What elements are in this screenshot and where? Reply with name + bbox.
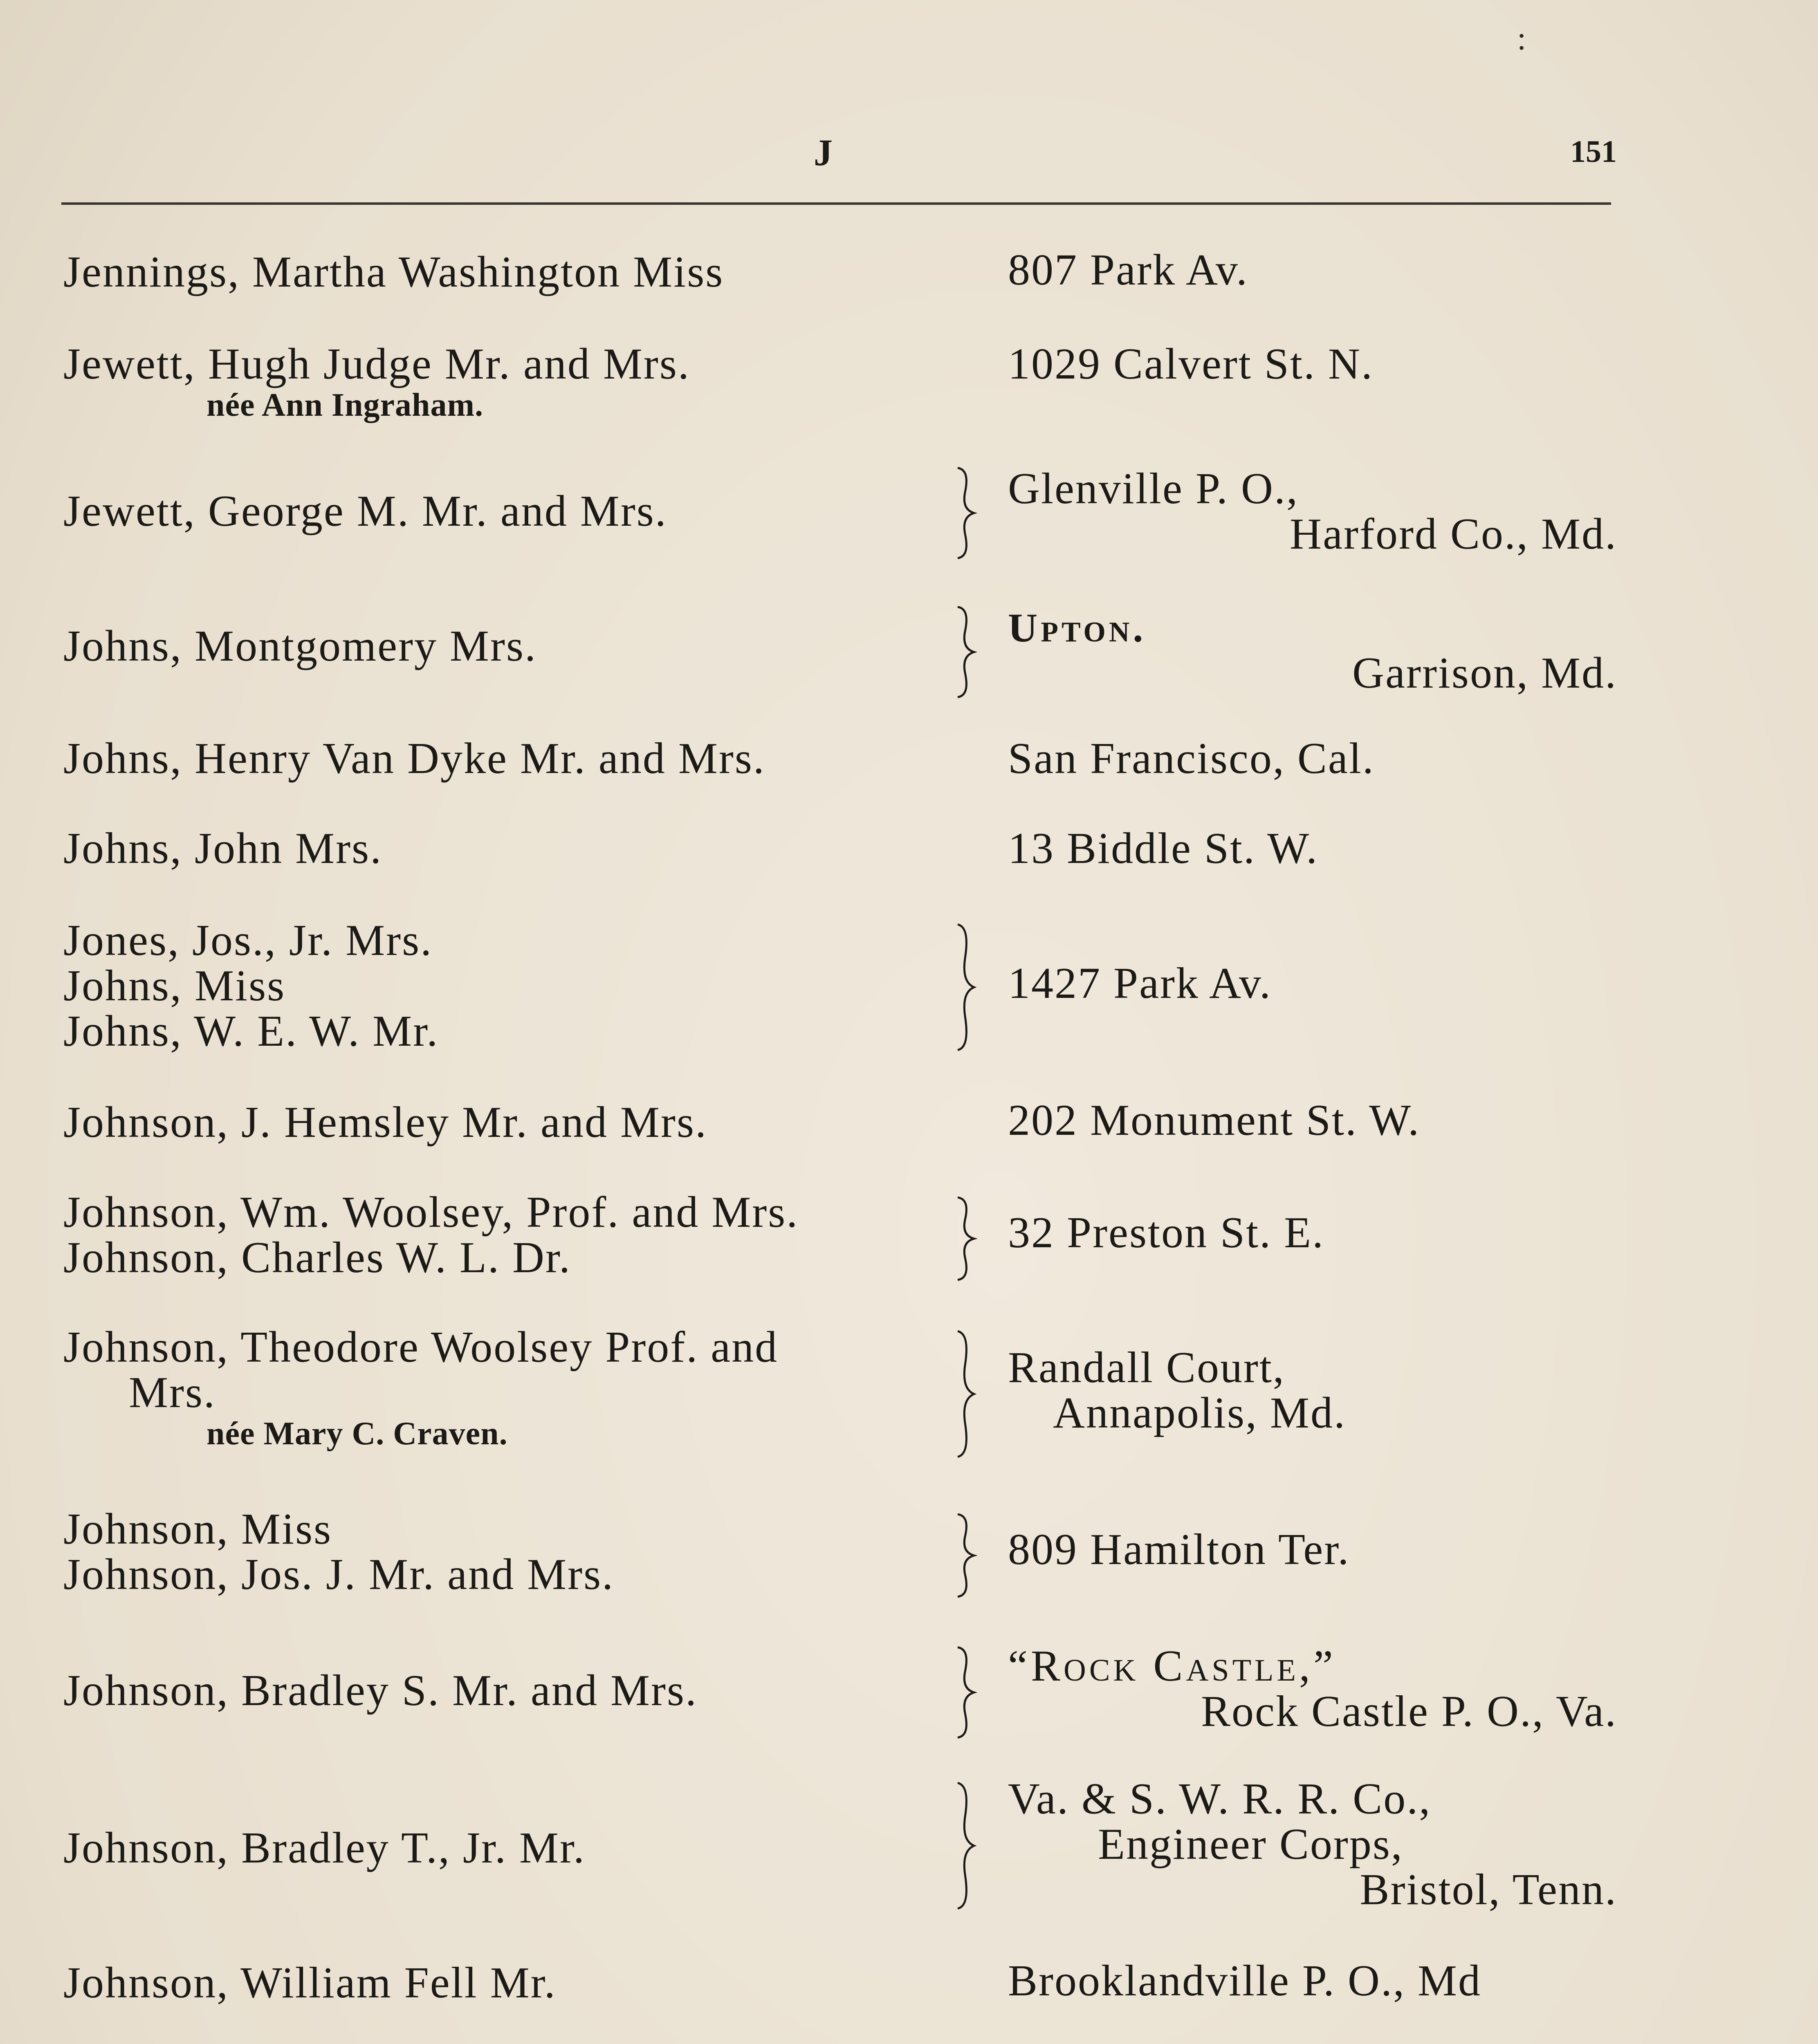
entry-address: [1008, 605, 1617, 696]
page-number: 151: [1570, 134, 1617, 169]
entry-address: [1008, 341, 1617, 387]
brace: [953, 922, 977, 1053]
brace: [953, 605, 977, 699]
address-line: Upton.: [1008, 605, 1147, 650]
entry-names: [63, 489, 943, 534]
entry-address: [1008, 247, 1617, 293]
entry-names: [63, 1668, 943, 1713]
name-line: Mrs.: [129, 1368, 216, 1417]
address-line: Randall Court,: [1008, 1343, 1285, 1392]
entry-address: [1008, 1643, 1617, 1734]
entry-address: [1008, 1345, 1617, 1436]
entry-names: [63, 826, 943, 871]
name-line: Johnson, Theodore Woolsey Prof. and: [63, 1323, 779, 1372]
entry-address: [1008, 1210, 1617, 1255]
name-line: Johns, Montgomery Mrs.: [63, 622, 537, 670]
name-line: Johnson, William Fell Mr.: [63, 1959, 557, 2007]
name-line: Johnson, Wm. Woolsey, Prof. and Mrs.: [63, 1188, 799, 1237]
address-line: Brooklandville P. O., Md: [1008, 1957, 1482, 2005]
brace: [953, 1645, 977, 1739]
address-line: Va. & S. W. R. R. Co.,: [1008, 1775, 1432, 1823]
entry-names: [63, 623, 943, 669]
name-line: Johnson, Charles W. L. Dr.: [63, 1233, 572, 1282]
name-line: Johnson, Bradley S. Mr. and Mrs.: [63, 1666, 698, 1715]
name-line: Johns, Miss: [63, 961, 286, 1010]
brace: [953, 1513, 977, 1598]
entry-address: [1008, 1527, 1617, 1572]
address-line: 809 Hamilton Ter.: [1008, 1525, 1350, 1574]
name-line: Johnson, J. Hemsley Mr. and Mrs.: [63, 1098, 707, 1147]
entry-address: [1008, 961, 1617, 1006]
name-line: Johnson, Jos. J. Mr. and Mrs.: [63, 1550, 615, 1599]
name-line: Johns, John Mrs.: [63, 824, 383, 873]
entry-address: [1008, 736, 1617, 781]
entry-names: [63, 918, 943, 1054]
maiden-name-note: née Ann Ingraham.: [206, 387, 484, 423]
address-line: 32 Preston St. E.: [1008, 1208, 1325, 1257]
entry-names: [63, 341, 943, 424]
address-line: 1029 Calvert St. N.: [1008, 340, 1374, 388]
maiden-name-note: née Mary C. Craven.: [206, 1416, 508, 1452]
brace: [953, 466, 977, 560]
address-line: Glenville P. O.,: [1008, 464, 1299, 513]
entry-address: [1008, 1098, 1617, 1143]
brace: [953, 1196, 977, 1282]
entry-address: [1008, 1776, 1617, 1912]
corner-mark: :: [1517, 21, 1526, 57]
name-line: Jones, Jos., Jr. Mrs.: [63, 916, 433, 965]
address-line: Annapolis, Md.: [1053, 1389, 1346, 1437]
address-line: 807 Park Av.: [1008, 246, 1248, 294]
address-line: Bristol, Tenn.: [1360, 1865, 1617, 1914]
entry-names: [63, 249, 943, 295]
name-line: Johnson, Miss: [63, 1505, 332, 1553]
address-line: Engineer Corps,: [1098, 1820, 1403, 1869]
entry-names: [63, 1506, 943, 1597]
address-line: Rock Castle P. O., Va.: [1201, 1687, 1617, 1736]
entry-address: [1008, 1958, 1617, 2004]
address-line: 202 Monument St. W.: [1008, 1096, 1421, 1145]
address-line: Garrison, Md.: [1352, 649, 1617, 697]
entry-names: [63, 1825, 943, 1871]
address-line: San Francisco, Cal.: [1008, 734, 1375, 783]
address-line: 13 Biddle St. W.: [1008, 824, 1319, 873]
name-line: Johns, W. E. W. Mr.: [63, 1007, 439, 1056]
address-line: “Rock Castle,”: [1008, 1642, 1336, 1690]
entry-names: [63, 736, 943, 781]
section-letter: J: [814, 132, 833, 173]
entry-names: [63, 1190, 943, 1280]
entry-names: [63, 1325, 943, 1452]
address-line: Harford Co., Md.: [1290, 510, 1617, 558]
address-line: 1427 Park Av.: [1008, 959, 1272, 1008]
name-line: Jewett, George M. Mr. and Mrs.: [63, 487, 667, 536]
header-rule: [61, 202, 1611, 205]
name-line: Jewett, Hugh Judge Mr. and Mrs.: [63, 340, 690, 388]
name-line: Johns, Henry Van Dyke Mr. and Mrs.: [63, 734, 765, 783]
entry-address: [1008, 466, 1617, 557]
entry-names: [63, 1100, 943, 1145]
name-line: Jennings, Martha Washington Miss: [63, 248, 724, 296]
entry-names: [63, 1960, 943, 2006]
brace: [953, 1329, 977, 1459]
name-line: Johnson, Bradley T., Jr. Mr.: [63, 1824, 586, 1872]
brace: [953, 1780, 977, 1911]
entry-address: [1008, 826, 1617, 871]
